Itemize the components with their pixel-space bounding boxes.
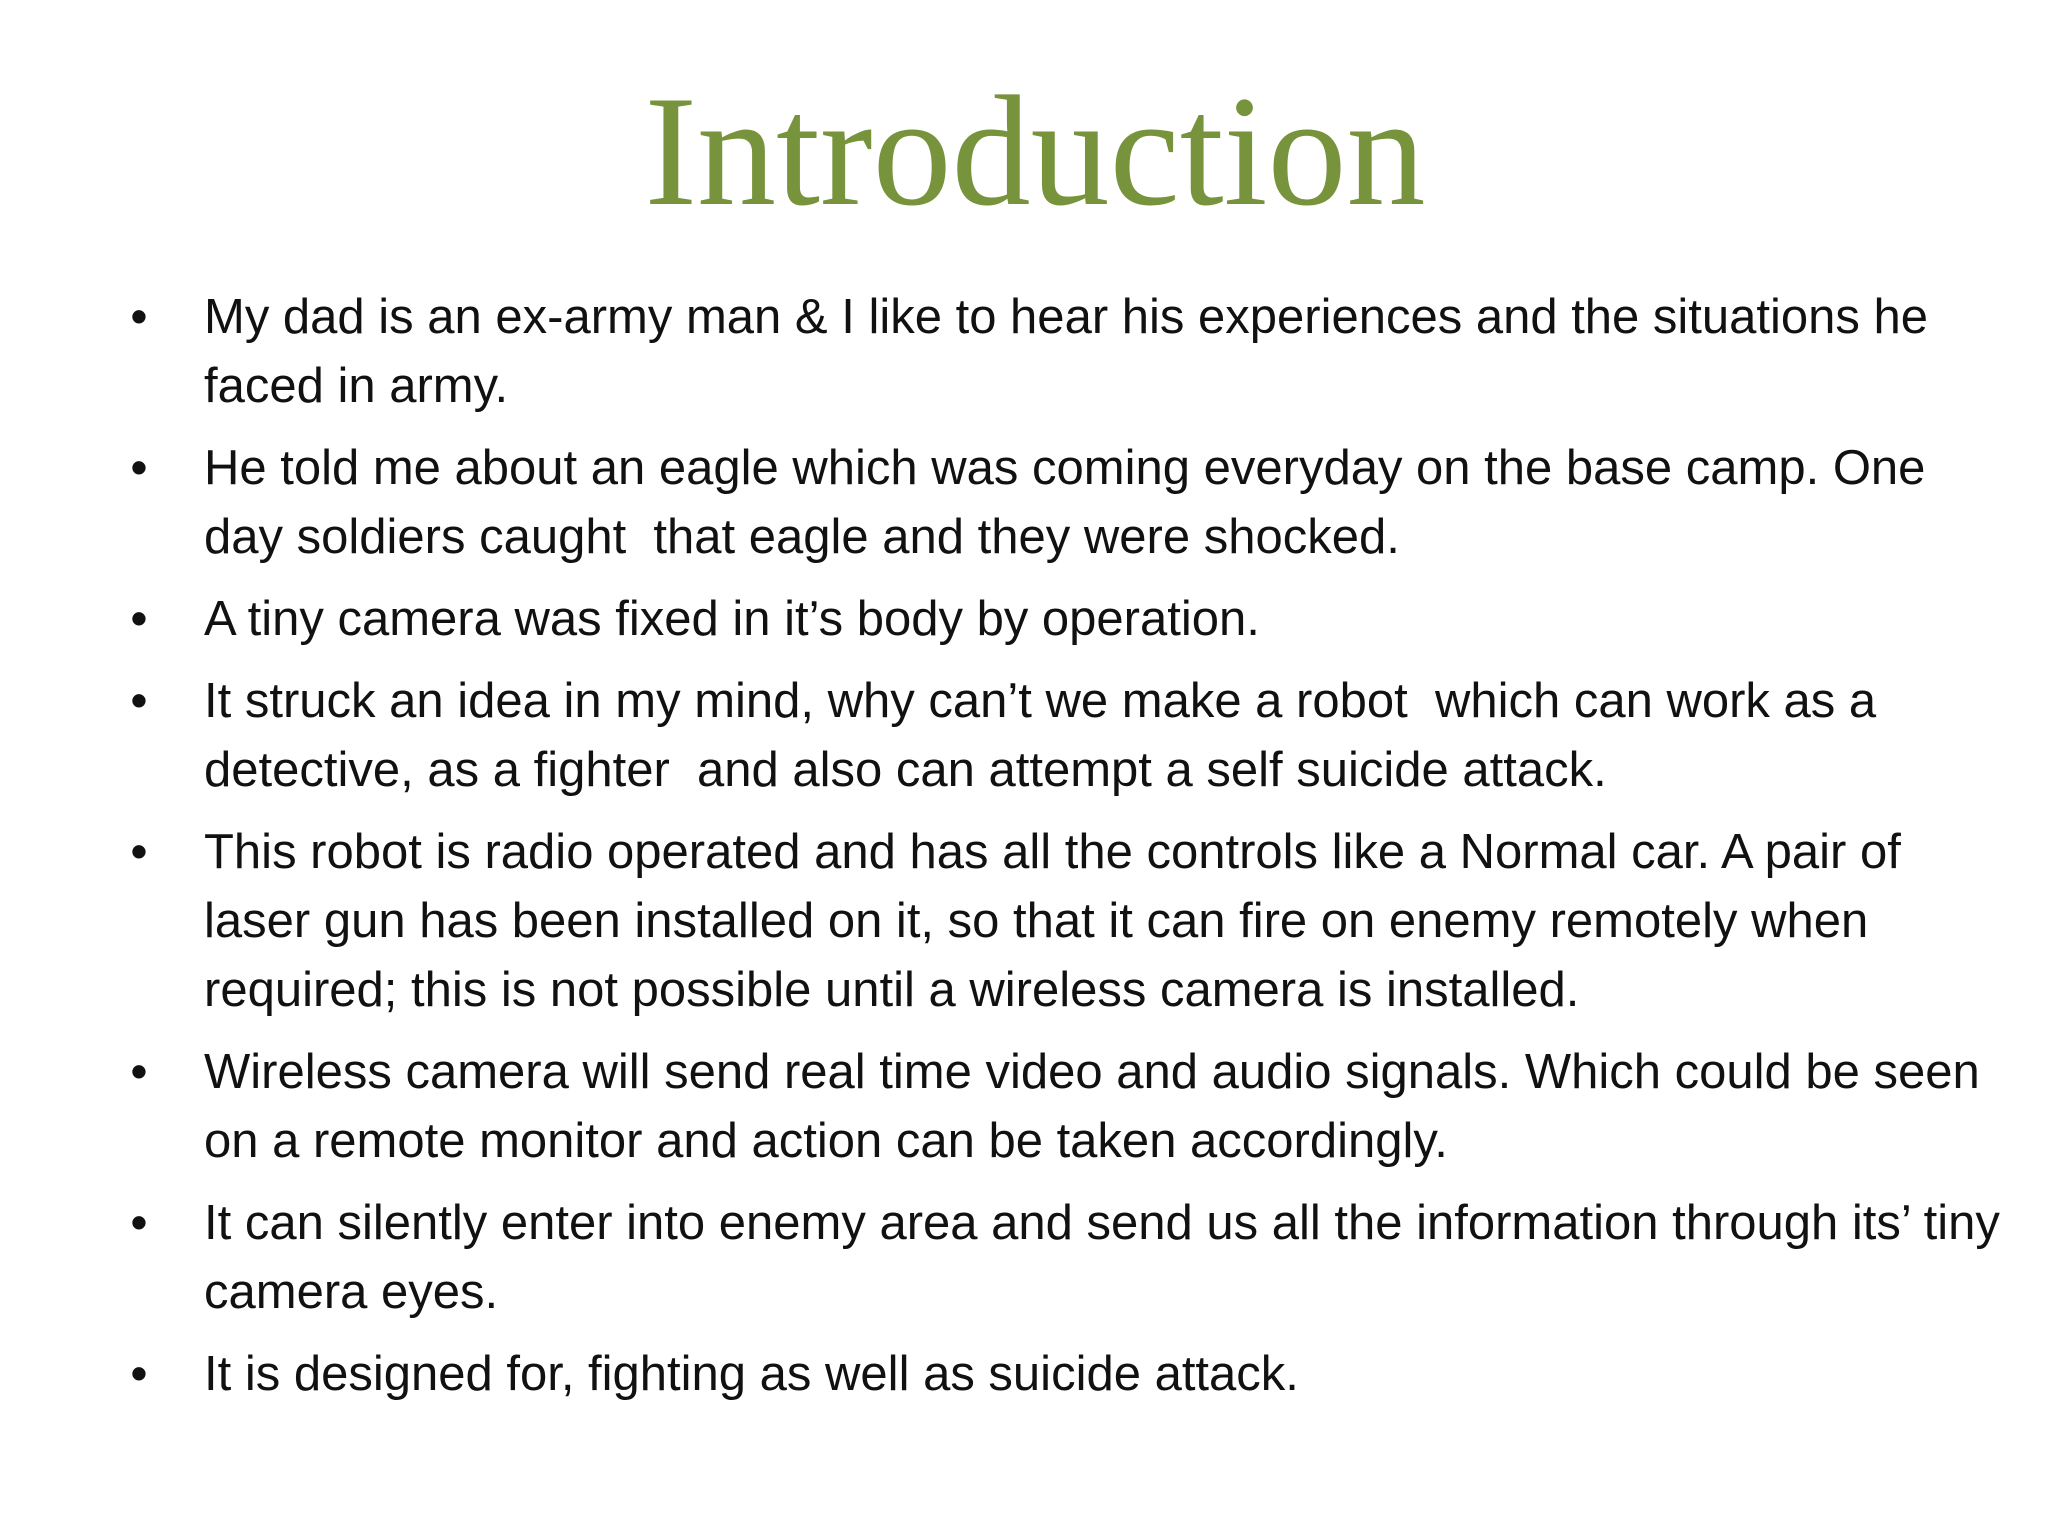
- bullet-icon: •: [130, 1045, 148, 1099]
- bullet-text: It struck an idea in my mind, why can’t we make a robot which can work as a detective, as a fighter and also can attempt a self suicide attack.: [204, 674, 1890, 797]
- bullet-text: My dad is an ex-army man & I like to hear his experiences and the situations he faced in army.: [204, 290, 1942, 413]
- bullet-icon: •: [130, 290, 148, 344]
- bullet-icon: •: [130, 592, 148, 646]
- bullet-text: It can silently enter into enemy area and send us all the information through its’ tiny camera eyes.: [204, 1196, 2014, 1319]
- bullet-item: [0, 1189, 2048, 1327]
- bullet-icon: •: [130, 441, 148, 495]
- bullet-text: He told me about an eagle which was coming everyday on the base camp. One day soldiers caught that eagle and they were shocked.: [204, 441, 1940, 564]
- bullet-text: A tiny camera was fixed in it’s body by operation.: [204, 592, 1260, 646]
- bullet-item: [0, 283, 2048, 421]
- bullet-icon: •: [130, 825, 148, 879]
- bullet-text: It is designed for, fighting as well as suicide attack.: [204, 1347, 1299, 1401]
- bullet-item: [0, 1038, 2048, 1176]
- bullet-text: This robot is radio operated and has all the controls like a Normal car. A pair of laser gun has been installed on it, so that it can fire on enemy remotely when required; this is not possible until a wireless camera is installed.: [204, 825, 1915, 1017]
- bullet-item: [0, 434, 2048, 572]
- bullet-item: [0, 667, 2048, 805]
- bullet-icon: •: [130, 1347, 148, 1401]
- bullet-list: [0, 283, 2048, 1422]
- bullet-icon: •: [130, 674, 148, 728]
- bullet-text: Wireless camera will send real time video and audio signals. Which could be seen on a remote monitor and action can be taken accordingly.: [204, 1045, 1994, 1168]
- bullet-item: [0, 1340, 2048, 1409]
- bullet-icon: •: [130, 1196, 148, 1250]
- bullet-item: [0, 818, 2048, 1025]
- slide-title: Introduction: [644, 64, 1426, 239]
- bullet-item: [0, 585, 2048, 654]
